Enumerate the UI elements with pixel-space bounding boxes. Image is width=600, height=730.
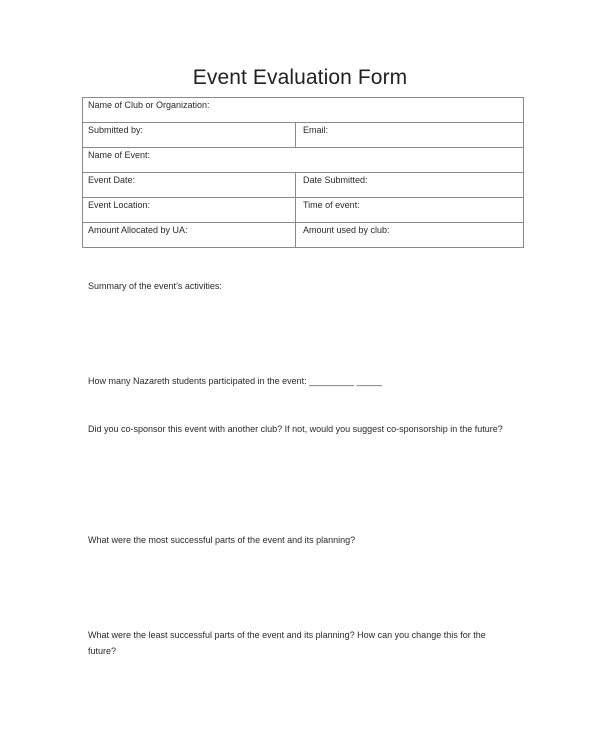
most-successful-question: What were the most successful parts of the event and its planning? xyxy=(88,535,356,545)
least-successful-question: What were the least successful parts of the event and its planning? How can you change this for the future? xyxy=(88,630,486,656)
date-submitted-field[interactable] xyxy=(296,173,524,198)
amount-allocated-field[interactable] xyxy=(83,223,296,248)
event-info-table xyxy=(82,97,524,248)
submitted-by-label: Submitted by: xyxy=(88,125,144,135)
participants-question: How many Nazareth students participated in the event: _________ _____ xyxy=(88,376,382,386)
amount-allocated-label: Amount Allocated by UA: xyxy=(88,225,188,235)
page-title: Event Evaluation Form xyxy=(192,66,408,89)
club-name-field[interactable] xyxy=(83,98,524,123)
time-of-event-field[interactable] xyxy=(296,198,524,223)
email-field[interactable] xyxy=(296,123,524,148)
amount-used-field[interactable] xyxy=(296,223,524,248)
event-name-field[interactable] xyxy=(83,148,524,173)
submitted-by-field[interactable] xyxy=(83,123,296,148)
amount-used-label: Amount used by club: xyxy=(303,225,390,235)
email-label: Email: xyxy=(303,125,329,135)
table-row xyxy=(83,148,524,173)
table-row xyxy=(83,123,524,148)
event-location-field[interactable] xyxy=(83,198,296,223)
event-name-label: Name of Event: xyxy=(88,150,151,160)
table-row xyxy=(83,198,524,223)
date-submitted-label: Date Submitted: xyxy=(303,175,368,185)
event-date-label: Event Date: xyxy=(88,175,136,185)
event-location-label: Event Location: xyxy=(88,200,151,210)
event-date-field[interactable] xyxy=(83,173,296,198)
time-of-event-label: Time of event: xyxy=(303,200,360,210)
cosponsor-question: Did you co-sponsor this event with another club? If not, would you suggest co-sponsorship in the future? xyxy=(88,424,503,434)
summary-question: Summary of the event’s activities: xyxy=(88,281,222,291)
table-row xyxy=(83,173,524,198)
table-row xyxy=(83,223,524,248)
table-row xyxy=(83,98,524,123)
club-name-label: Name of Club or Organization: xyxy=(88,100,210,110)
